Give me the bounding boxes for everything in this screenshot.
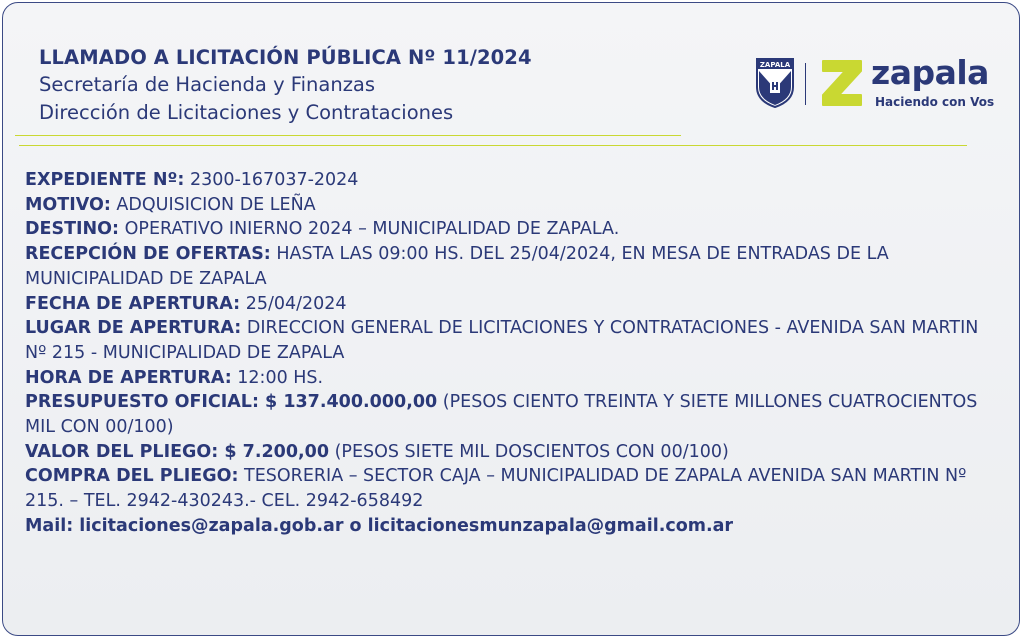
notice-card bbox=[2, 2, 1020, 636]
field-valor bbox=[25, 440, 1005, 465]
lugar-value: DIRECCION GENERAL DE LICITACIONES Y CONTRATACIONES - AVENIDA SAN MARTIN Nº 215 - MUNICIPALIDAD DE ZAPALA bbox=[25, 318, 979, 363]
brand-tagline: Haciendo con Vos bbox=[875, 95, 995, 109]
field-expediente bbox=[25, 168, 1005, 193]
field-compra bbox=[25, 464, 1005, 513]
contact-mail: Mail: licitaciones@zapala.gob.ar o licitacionesmunzapala@gmail.com.ar bbox=[25, 515, 734, 536]
page-title: LLAMADO A LICITACIÓN PÚBLICA Nº 11/2024 bbox=[39, 46, 532, 69]
field-recepcion bbox=[25, 242, 1005, 291]
presupuesto-value: (PESOS CIENTO TREINTA Y SIETE MILLONES CUATROCIENTOS MIL CON 00/100) bbox=[25, 392, 978, 438]
coat-of-arms-icon bbox=[755, 57, 795, 109]
fecha-value: 25/04/2024 bbox=[240, 293, 347, 314]
expediente-label: EXPEDIENTE Nº: bbox=[25, 170, 185, 190]
lugar-label: LUGAR DE APERTURA: bbox=[25, 318, 242, 339]
field-hora bbox=[25, 366, 1005, 391]
hora-label: HORA DE APERTURA: bbox=[25, 367, 232, 388]
recepcion-value: HASTA LAS 09:00 HS. DEL 25/04/2024, EN MESA DE ENTRADAS DE LA MUNICIPALIDAD DE ZAPALA bbox=[25, 244, 889, 289]
notice-body bbox=[25, 168, 1005, 539]
field-motivo bbox=[25, 193, 1005, 218]
header bbox=[39, 45, 532, 127]
compra-value: TESORERIA – SECTOR CAJA – MUNICIPALIDAD DE ZAPALA AVENIDA SAN MARTIN Nº 215. – TEL. 2942-430243.- CEL. 2942-658492 bbox=[25, 466, 967, 512]
logo-divider bbox=[805, 63, 806, 105]
header-rule-short bbox=[15, 135, 681, 136]
field-fecha bbox=[25, 292, 1005, 317]
header-rule-long bbox=[19, 145, 967, 146]
expediente-value: 2300-167037-2024 bbox=[184, 170, 359, 190]
recepcion-label: RECEPCIÓN DE OFERTAS: bbox=[25, 244, 271, 265]
shield-text: ZAPALA bbox=[759, 61, 791, 69]
hora-value: 12:00 HS. bbox=[231, 367, 324, 388]
field-destino bbox=[25, 217, 1005, 242]
destino-label: DESTINO: bbox=[25, 219, 120, 240]
motivo-label: MOTIVO: bbox=[25, 194, 111, 215]
zapala-z-icon bbox=[819, 57, 865, 109]
subtitle-direccion: Dirección de Licitaciones y Contrataciones bbox=[39, 101, 454, 124]
field-presupuesto bbox=[25, 390, 1005, 439]
presupuesto-label: PRESUPUESTO OFICIAL: $ 137.400.000,00 bbox=[25, 392, 438, 413]
compra-label: COMPRA DEL PLIEGO: bbox=[25, 466, 239, 487]
motivo-value: ADQUISICION DE LEÑA bbox=[110, 194, 316, 215]
field-lugar bbox=[25, 316, 1005, 365]
valor-label: VALOR DEL PLIEGO: $ 7.200,00 bbox=[25, 441, 329, 462]
fecha-label: FECHA DE APERTURA: bbox=[25, 293, 241, 314]
valor-value: (PESOS SIETE MIL DOSCIENTOS CON 00/100) bbox=[329, 441, 729, 462]
brand-name: zapala bbox=[871, 53, 989, 92]
destino-value: OPERATIVO INIERNO 2024 – MUNICIPALIDAD DE ZAPALA. bbox=[119, 219, 620, 240]
subtitle-secretaria: Secretaría de Hacienda y Finanzas bbox=[39, 73, 376, 96]
zapala-logo bbox=[755, 53, 995, 113]
